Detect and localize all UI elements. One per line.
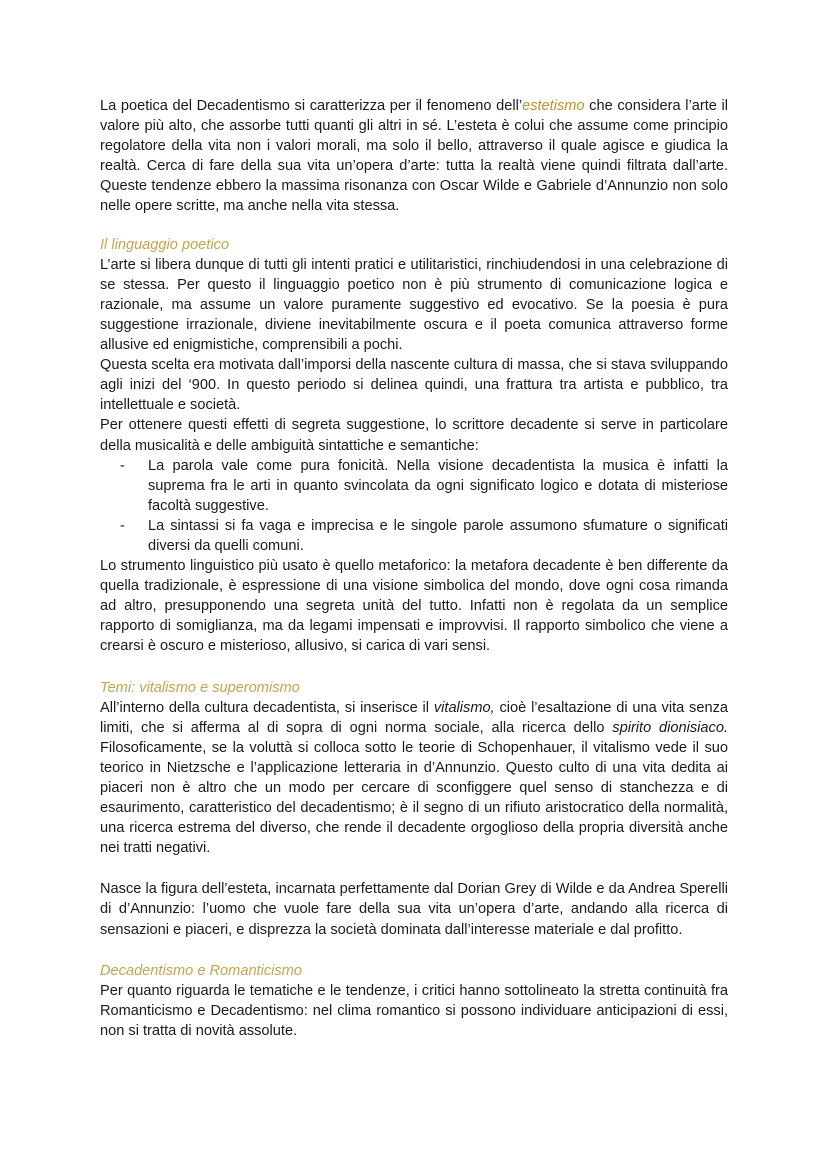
heading-temi: Temi: vitalismo e superomismo [100, 679, 300, 696]
list-item [100, 516, 728, 556]
document-page [100, 96, 728, 1041]
spirito-dionisiaco-term: spirito dionisiaco. [612, 719, 728, 736]
dash-bullet: - [120, 457, 125, 474]
linguaggio-paragraph-1: L’arte si libera dunque di tutti gli intenti pratici e utilitaristici, rinchiudendosi in una celebrazione di se stessa. Per questo il linguaggio poetico non è più strumento di comunicazione logica e razionale, ma assume un valore puramente suggestivo ed evocativo. Se la poesia è pura suggestione irrazionale, diviene inevitabilmente oscura e il poeta comunica attraverso forme allusive ed enigmistiche, comprensibili a pochi. [100, 256, 728, 354]
list-item-text: La sintassi si fa vaga e imprecisa e le singole parole assumono sfumature o significati diversi da quelli comuni. [148, 517, 728, 554]
intro-text: La poetica del Decadentismo si caratterizza per il fenomeno dell’ [100, 98, 523, 114]
vitalismo-term: vitalismo, [433, 699, 495, 716]
intro-paragraph [100, 96, 728, 217]
temi-text-cont: cioè l’esaltazione di una vita senza limiti, che si afferma al di sopra di ogni norma sociale, alla ricerca dello [100, 699, 728, 736]
temi-paragraph-2: Nasce la figura dell’esteta, incarnata perfettamente dal Dorian Grey di Wilde e da Andrea Sperelli di d’Annunzio: l’uomo che vuole fare della sua vita un’opera d’arte, andando alla ricerca di sensazioni e piaceri, e disprezza la società dominata dall’interesse materiale e dal profitto. [100, 881, 728, 938]
intro-text-cont: che considera l’arte il valore più alto, che assorbe tutti quanti gli altri in sé. L’esteta è colui che assume come principio regolatore della vita non i valori morali, ma solo il bello, attraverso il quale agisce e giudica la realtà. Cerca di fare della sua vita un’opera d’arte: tutta la realtà viene quindi filtrata dall’arte. Queste tendenze ebbero la massima risonanza con Oscar Wilde e Gabriele d’Annunzio non solo nelle opere scritte, ma anche nella vita stessa. [100, 98, 728, 215]
dash-bullet: - [120, 517, 125, 534]
temi-text-end: Filosoficamente, se la voluttà si colloca sotto le teorie di Schopenhauer, il vitalismo vede il suo teorico in Nietzsche e l’applicazione letteraria in d’Annunzio. Questo culto di una vita dedita ai piaceri non è altro che un modo per cercare di sconfiggere quel senso di stanchezza e di esaurimento, caratteristico del decadentismo; è il segno di un rifiuto aristocratico della normalità, una ricerca estrema del diverso, che rende il decadente orgoglioso della propria diversità anche nei tratti negativi. [100, 739, 728, 857]
estetismo-term: estetismo [522, 98, 585, 114]
bullet-list [100, 456, 728, 556]
heading-linguaggio-poetico: Il linguaggio poetico [100, 236, 230, 253]
romanticismo-paragraph-1: Per quanto riguarda le tematiche e le tendenze, i critici hanno sottolineato la stretta continuità fra Romanticismo e Decadentismo: nel clima romantico si possono individuare anticipazioni di essi, non si tratta di novità assolute. [100, 982, 728, 1039]
list-item [100, 456, 728, 516]
linguaggio-paragraph-4: Lo strumento linguistico più usato è quello metaforico: la metafora decadente è ben differente da quella tradizionale, è espressione di una visione simbolica del mondo, dove ogni cosa rimanda ad altro, presupponendo una segreta unità del tutto. Infatti non è regolata da un semplice rapporto di somiglianza, ma da legami impensati e improvvisi. Il rapporto simbolico che viene a crearsi è oscuro e misterioso, allusivo, si carica di vari sensi. [100, 558, 728, 655]
linguaggio-paragraph-3: Per ottenere questi effetti di segreta suggestione, lo scrittore decadente si serve in particolare della musicalità e delle ambiguità sintattiche e semantiche: [100, 417, 728, 454]
heading-decadentismo-romanticismo: Decadentismo e Romanticismo [100, 962, 302, 979]
linguaggio-paragraph-2: Questa scelta era motivata dall’imporsi della nascente cultura di massa, che si stava sviluppando agli inizi del ‘900. In questo periodo si delinea quindi, una frattura tra artista e pubblico, tra intellettuale e società. [100, 357, 728, 414]
list-item-text: La parola vale come pura fonicità. Nella visione decadentista la musica è infatti la suprema fra le arti in quanto svincolata da ogni significato logico e dotata di misteriose facoltà suggestive. [148, 457, 728, 514]
temi-paragraph-1 [100, 698, 728, 859]
temi-text: All’interno della cultura decadentista, si inserisce il [100, 699, 434, 716]
